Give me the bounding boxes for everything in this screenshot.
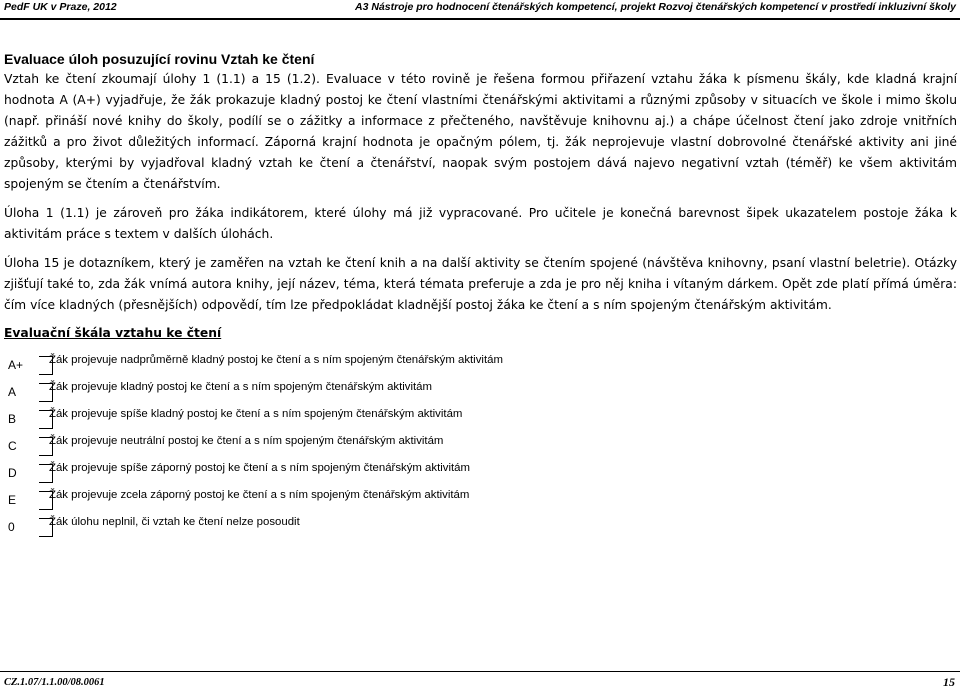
paragraph-task-15: Úloha 15 je dotazníkem, který je zaměřen na vztah ke čtení knih a na další aktivity se čtením spojené (návštěva knihovny, psaní vlastní beletrie). Otázky zjišťují také to, zda žák vnímá autora knihy, její název, téma, která témata preferuje a zda je pro něj kniha i vítaným dárkem. Opět zde platí přímá úměra: čím více kladných (přesnějších) odpovědí, tím lze předpokládat kladnější postoj žáka ke čtení a s ním spojeným čtenářským aktivitám. [4, 256, 957, 312]
scale-title: Evaluační škála vztahu ke čtení [4, 326, 222, 340]
scale-description: Žák úlohu neplnil, či vztah ke čtení nelze posoudit [49, 516, 300, 528]
scale-grade: D [8, 466, 17, 480]
scale-description: Žák projevuje zcela záporný postoj ke čtení a s ním spojeným čtenářským aktivitám [49, 489, 470, 501]
scale-row-a [0, 383, 960, 407]
scale-description: Žák projevuje kladný postoj ke čtení a s ním spojeným čtenářským aktivitám [49, 381, 433, 393]
header-project-title: A3 Nástroje pro hodnocení čtenářských kompetencí, projekt Rozvoj čtenářských kompetencí v prostředí inkluzivní školy [354, 1, 956, 13]
scale-description: Žák projevuje spíše záporný postoj ke čtení a s ním spojeným čtenářským aktivitám [49, 462, 470, 474]
scale-row-zero [0, 518, 960, 542]
page-header [0, 0, 960, 20]
scale-grade: C [8, 439, 17, 453]
section-title: Evaluace úloh posuzující rovinu Vztah ke čtení [4, 51, 315, 67]
scale-row-b [0, 410, 960, 434]
scale-description: Žák projevuje spíše kladný postoj ke čtení a s ním spojeným čtenářským aktivitám [49, 408, 463, 420]
scale-grade: B [8, 412, 17, 426]
page-number: 15 [943, 675, 955, 689]
scale-row-a-plus [0, 356, 960, 380]
scale-grade: A [8, 385, 17, 399]
scale-description: Žák projevuje nadprůměrně kladný postoj ke čtení a s ním spojeným čtenářským aktivitám [49, 354, 503, 366]
scale-grade: E [8, 493, 17, 507]
paragraph-task-1: Úloha 1 (1.1) je zároveň pro žáka indikátorem, které úlohy má již vypracované. Pro učitele je konečná barevnost šipek ukazatelem postoje žáka k aktivitám práce s textem v dalších úlohách. [4, 206, 957, 241]
scale-grade: 0 [8, 520, 15, 534]
scale-row-d [0, 464, 960, 488]
paragraph-intro: Vztah ke čtení zkoumají úlohy 1 (1.1) a 15 (1.2). Evaluace v této rovině je řešena formou přiřazení vztahu žáka k písmenu škály, kde kladná krajní hodnota A (A+) vyjadřuje, že žák prokazuje kladný postoj ke čtení vlastními čtenářskými aktivitami a různými způsoby v situacích ve škole i mimo školu (např. přináší nové knihy do školy, podílí se o zážitky a informace z přečteného, navštěvuje knihovnu aj.) a chápe účelnost čtení jako zdroje vnitřních zážitků a pro život důležitých informací. Záporná krajní hodnota je opačným pólem, tj. žák neprojevuje vlastní dobrovolné čtenářské aktivity ani jiné způsoby, kterými by vyjadřoval kladný vztah ke čtení a čtenářství, naopak svým postojem dává najevo negativní vztah (téměř) ke všem aktivitám spojeným se čtením a čtenářstvím. [4, 72, 957, 191]
header-institution: PedF UK v Praze, 2012 [4, 1, 117, 13]
scale-grade: A+ [8, 358, 24, 372]
footer-divider [0, 671, 960, 672]
scale-row-e [0, 491, 960, 515]
scale-description: Žák projevuje neutrální postoj ke čtení a s ním spojeným čtenářským aktivitám [49, 435, 444, 447]
scale-row-c [0, 437, 960, 461]
footer-project-code: CZ.1.07/1.1.00/08.0061 [4, 677, 105, 688]
